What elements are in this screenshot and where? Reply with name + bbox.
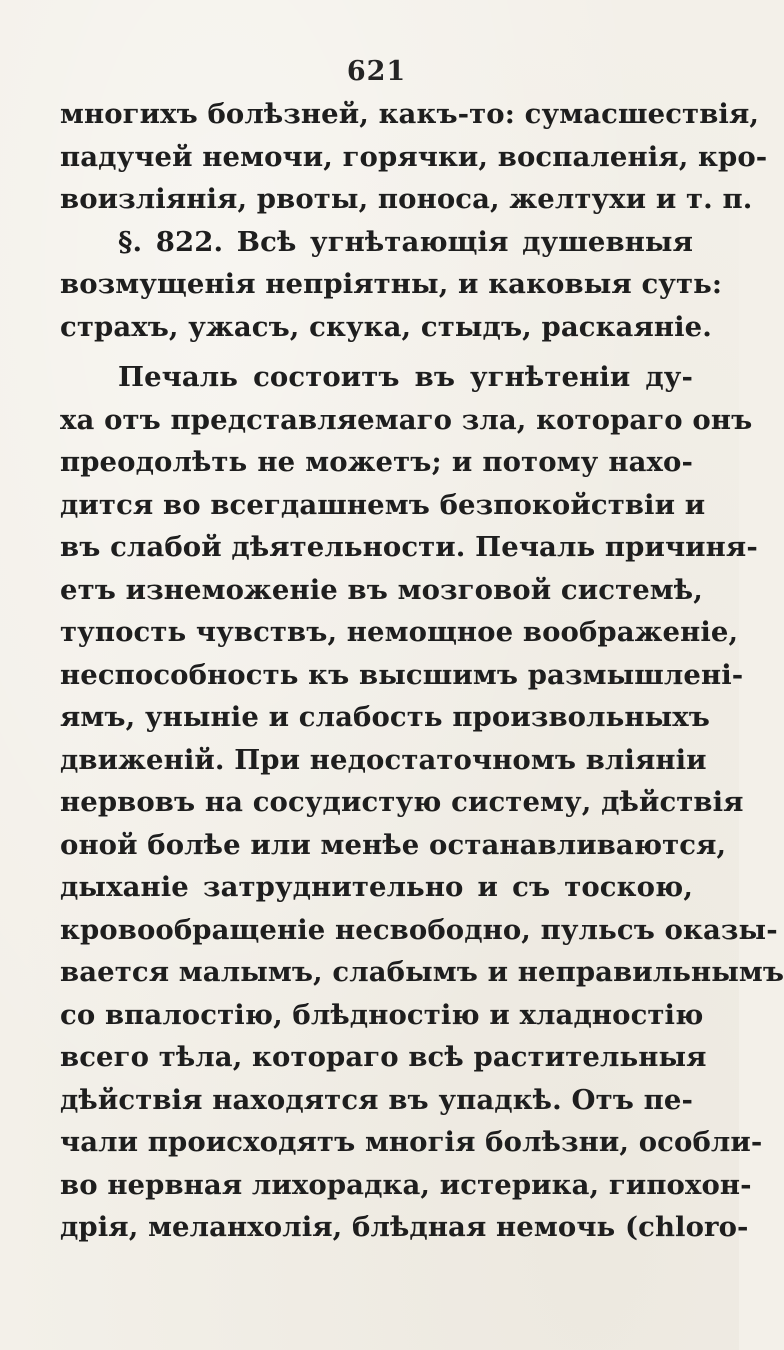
text-line: ямъ, уныніе и слабость произвольныхъ [60, 701, 710, 733]
text-line: воизліянія, рвоты, поноса, желтухи и т. п. [60, 183, 753, 215]
text-line: кровообращеніе несвободно, пульсъ оказы- [60, 913, 778, 946]
text-line: оной болѣе или менѣе останавливаются, [60, 828, 727, 861]
text-line: многихъ болѣзней, какъ-то: сумасшествія, [60, 98, 760, 130]
text-line: нервовъ на сосудистую систему, дѣйствія [60, 786, 744, 818]
text-line: чали происходятъ многія болѣзни, особли- [60, 1126, 763, 1158]
text-line: Печаль состоитъ въ угнѣтеніи ду- [118, 361, 693, 393]
text-line: движеній. При недостаточномъ вліяніи [60, 743, 707, 776]
text-line: со впалостію, блѣдностію и хладностію [60, 998, 704, 1031]
text-line: неспособность къ высшимъ размышлені- [60, 658, 744, 691]
text-line: всего тѣла, котораго всѣ растительныя [60, 1041, 707, 1073]
text-line: дится во всегдашнемъ безпокойствіи и [60, 488, 706, 521]
text-line: етъ изнеможеніе въ мозговой системѣ, [60, 573, 703, 606]
text-line: ха отъ представляемаго зла, котораго онъ [60, 403, 753, 436]
text-line: дѣйствія находятся въ упадкѣ. Отъ пе- [60, 1083, 693, 1116]
text-line: дыханіе затруднительно и съ тоскою, [60, 871, 693, 903]
page-number: 621 [346, 56, 407, 87]
text-line: преодолѣть не можетъ; и потому нахо- [60, 446, 693, 478]
text-line: во нервная лихорадка, истерика, гипохон- [60, 1168, 752, 1201]
text-line: тупость чувствъ, немощное воображеніе, [60, 616, 739, 648]
body-text [60, 93, 784, 1249]
text-line: дрія, меланхолія, блѣдная немочь (chloro- [60, 1211, 749, 1243]
text-line: падучей немочи, горячки, воспаленія, кро- [60, 140, 768, 173]
section-heading-line: §. 822. Всѣ угнѣтающія душевныя [118, 225, 693, 258]
text-line: въ слабой дѣятельности. Печаль причиня- [60, 531, 758, 563]
text-line: вается малымъ, слабымъ и неправильнымъ [60, 956, 784, 988]
text-line: страхъ, ужасъ, скука, стыдъ, раскаяніе. [60, 310, 712, 343]
text-line: возмущенія непріятны, и каковыя суть: [60, 268, 723, 300]
paragraph-gap [60, 348, 693, 356]
